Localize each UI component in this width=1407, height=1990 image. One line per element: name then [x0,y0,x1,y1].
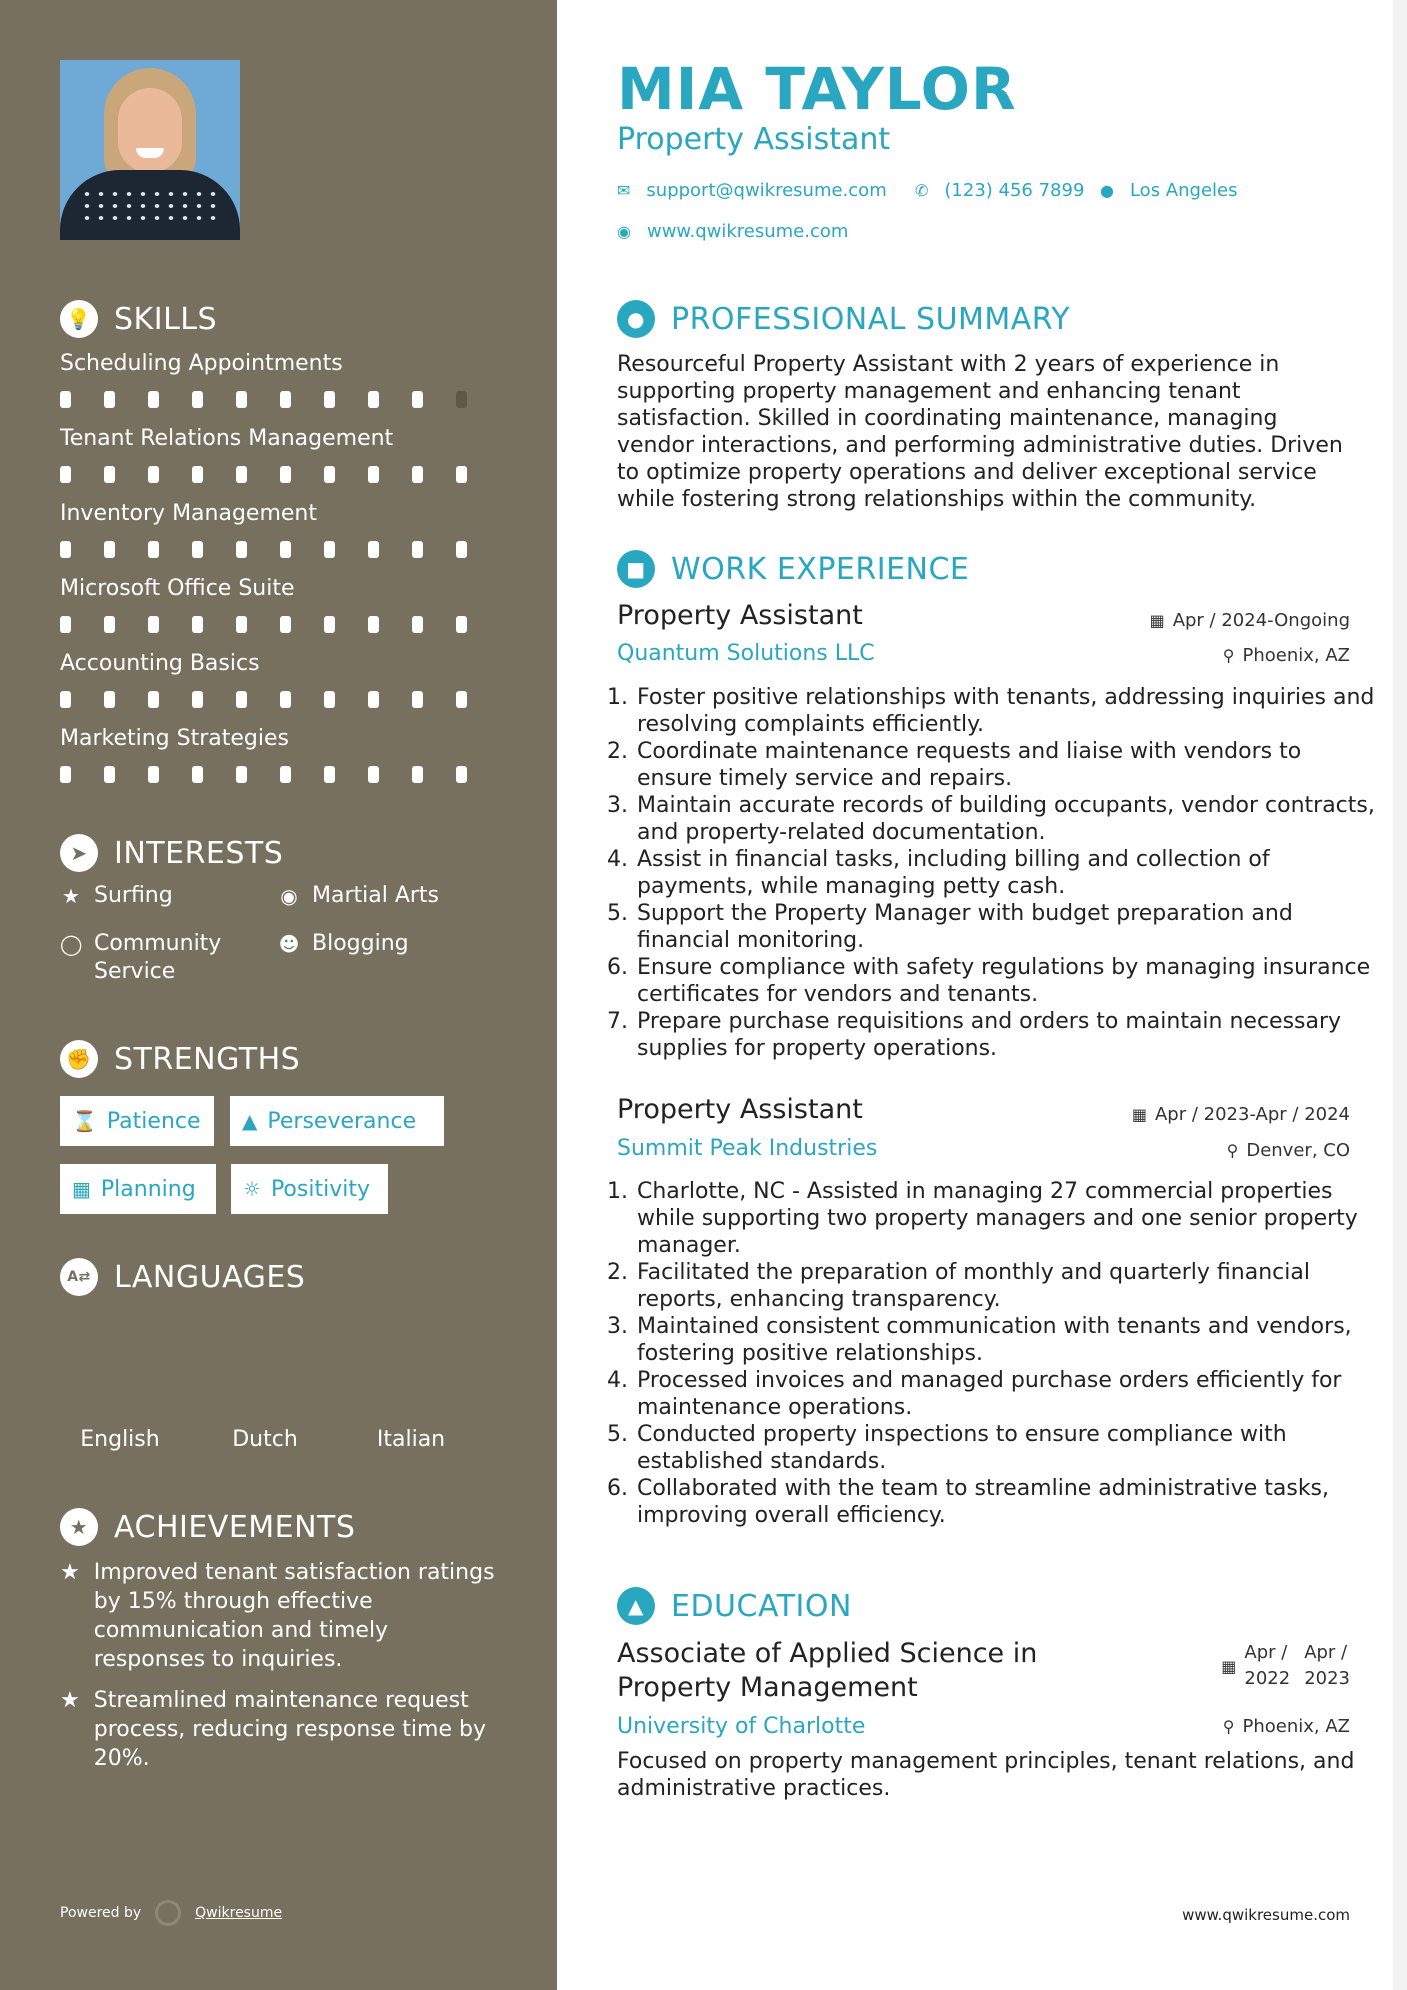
education-heading: ▲ EDUCATION [617,1587,852,1625]
duty-item: 6. Ensure compliance with safety regulations by managing insurance certificates for vendors and tenants. [635,954,1380,1008]
star-burst-icon: ★ [60,1688,80,1713]
skill-rating-dot [236,466,247,483]
award-icon: ★ [60,1508,98,1546]
skill-rating-dot [368,616,379,633]
skill-name: Tenant Relations Management [60,426,394,451]
skill-rating-dot [60,766,71,783]
education-location: ⚲ Phoenix, AZ [1222,1716,1350,1737]
skill-name: Accounting Basics [60,651,260,676]
skill-rating-dot [148,691,159,708]
summary-heading: ● PROFESSIONAL SUMMARY [617,300,1070,338]
skill-rating-dot [192,616,203,633]
strength-badge: ▦ Planning [60,1164,216,1214]
skill-rating-dot [412,616,423,633]
experience-heading: ■ WORK EXPERIENCE [617,550,969,588]
skill-rating-dot [456,541,467,558]
interest-item: ◯ Community Service [60,931,222,984]
hand-icon: ◯ [60,932,83,956]
globe-icon: ◉ [280,884,298,908]
skill-rating-dot [104,766,115,783]
skill-rating-dot [324,391,335,408]
interest-item: ◉ Martial Arts [278,882,439,910]
skill-rating-dot [280,766,291,783]
duty-item: 6. Collaborated with the team to streamline administrative tasks, improving overall efficiency. [635,1475,1380,1529]
candidate-role: Property Assistant [617,122,891,157]
skill-item [60,726,500,783]
achievements-heading: ★ ACHIEVEMENTS [60,1508,355,1546]
degree-title: Associate of Applied Science in Property Management [617,1638,1038,1703]
skill-rating-dot [192,766,203,783]
duty-item: 7. Prepare purchase requisitions and orders to maintain necessary supplies for property operations. [635,1008,1380,1062]
skill-rating-dot [368,466,379,483]
calendar-icon: ▦ [1131,1105,1147,1124]
skill-rating-dot [456,616,467,633]
skill-rating-dot [280,391,291,408]
skill-rating-dot [236,766,247,783]
skill-rating-dot [412,466,423,483]
skill-name: Marketing Strategies [60,726,289,751]
duty-item: 1. Charlotte, NC - Assisted in managing 27 commercial properties while supporting two property managers and one senior property manager. [635,1178,1380,1259]
skill-name: Scheduling Appointments [60,351,343,376]
achievement-item: ★ Improved tenant satisfaction ratings by 15% through effective communication and timely responses to inquiries. [60,1560,495,1672]
language-level-ring [78,1327,162,1411]
skill-rating-dot [280,466,291,483]
skill-rating-dot [148,616,159,633]
interests-heading: ➤ INTERESTS [60,834,283,872]
skill-rating-dot [412,391,423,408]
skills-heading: 💡 SKILLS [60,300,217,338]
job-location: ⚲ Phoenix, AZ [1222,645,1350,666]
skill-rating-dot [324,766,335,783]
skill-rating-dot [104,616,115,633]
map-pin-icon: ● [1100,181,1114,200]
job-title: Property Assistant [617,600,863,631]
calendar-icon: ▦ [1221,1656,1237,1676]
email-contact[interactable]: ✉ support@qwikresume.com [617,180,887,201]
language-item: Dutch [205,1327,325,1452]
skill-rating-dot [456,466,467,483]
duty-item: 4. Processed invoices and managed purchase orders efficiently for maintenance operations. [635,1367,1380,1421]
skill-rating-dot [456,691,467,708]
lightbulb-icon: 💡 [60,300,98,338]
duty-item: 2. Facilitated the preparation of monthly and quarterly financial reports, enhancing transparency. [635,1259,1380,1313]
skill-item [60,501,500,558]
skill-rating-dot [412,541,423,558]
skill-rating-dot [104,466,115,483]
language-icon: A⇄ [60,1258,98,1296]
skill-rating-dot [60,466,71,483]
sun-icon: ☼ [243,1177,261,1201]
interest-item: ★ Surfing [60,882,173,910]
strengths-heading: ✊ STRENGTHS [60,1040,300,1078]
skill-rating [60,691,500,708]
job-dates: ▦ Apr / 2023-Apr / 2024 [1131,1104,1350,1125]
skill-rating-dot [60,541,71,558]
footer-url[interactable]: www.qwikresume.com [1182,1906,1350,1924]
skill-rating-dot [192,541,203,558]
powered-by: Powered by Qwikresume [60,1900,282,1926]
graduation-icon: ▲ [617,1587,655,1625]
star-burst-icon: ★ [60,1560,80,1585]
strength-badge: ☼ Positivity [231,1164,388,1214]
language-level-ring [223,1327,307,1411]
summary-text: Resourceful Property Assistant with 2 years of experience in supporting property management and enhancing tenant satisfaction. Skilled in coordinating maintenance, managing vendor interactions, and performing administrative duties. Driven to optimize property operations and deliver exceptional service while fostering strong relationships within the community. [617,352,1343,512]
skill-rating-dot [324,616,335,633]
profile-photo [60,60,240,240]
job-company: Quantum Solutions LLC [617,641,875,666]
user-icon: ● [617,300,655,338]
languages-heading: A⇄ LANGUAGES [60,1258,305,1296]
skill-item [60,426,500,483]
candidate-name: MIA TAYLOR [617,55,1017,123]
skill-item [60,651,500,708]
duty-item: 2. Coordinate maintenance requests and liaise with vendors to ensure timely service and repairs. [635,738,1380,792]
briefcase-icon: ■ [617,550,655,588]
skill-rating-dot [280,616,291,633]
language-item: Italian [351,1327,471,1452]
globe-icon: ◉ [617,222,631,241]
skill-rating-dot [236,541,247,558]
skill-rating-dot [280,691,291,708]
job-duties-list [612,684,1380,1062]
sidebar [0,0,557,1990]
skill-rating-dot [148,466,159,483]
skill-rating-dot [280,541,291,558]
skill-rating-dot [368,541,379,558]
skill-rating [60,616,500,633]
language-level-ring [369,1327,453,1411]
duty-item: 3. Maintained consistent communication with tenants and vendors, fostering positive relationships. [635,1313,1380,1367]
skill-rating-dot [368,691,379,708]
website-contact[interactable]: ◉ www.qwikresume.com [617,221,849,242]
calendar-icon: ▦ [1149,611,1165,630]
job-location: ⚲ Denver, CO [1226,1140,1350,1161]
fist-icon: ✊ [60,1040,98,1078]
users-icon: ☻ [278,932,300,956]
skill-rating-dot [104,541,115,558]
strength-badge: ▲ Perseverance [230,1096,444,1146]
skill-rating [60,541,500,558]
skill-rating-dot [236,391,247,408]
skill-rating-dot [60,616,71,633]
skill-rating-dot [368,391,379,408]
job-company: Summit Peak Industries [617,1136,878,1161]
skill-rating-dot [368,766,379,783]
skill-rating-dot [192,691,203,708]
skill-rating-dot [148,391,159,408]
duty-item: 5. Support the Property Manager with budget preparation and financial monitoring. [635,900,1380,954]
skill-rating-dot [148,766,159,783]
skill-rating-dot [236,616,247,633]
job-duties-list [612,1178,1380,1529]
skill-rating-dot [236,691,247,708]
skill-rating [60,766,500,783]
skill-rating-dot [104,691,115,708]
education-description: Focused on property management principles, tenant relations, and administrative practices. [617,1749,1355,1801]
pushpin-icon: ⚲ [1222,1717,1235,1736]
qwikresume-logo-icon [155,1900,181,1926]
envelope-icon: ✉ [617,181,631,200]
achievement-item: ★ Streamlined maintenance request process, reducing response time by 20%. [60,1688,486,1771]
duty-item: 5. Conducted property inspections to ensure compliance with established standards. [635,1421,1380,1475]
education-dates: ▦ Apr / 2022 Apr / 2023 [1221,1642,1350,1689]
phone-icon: ✆ [915,181,929,200]
location-contact: ● Los Angeles [1100,180,1238,201]
language-item: English [60,1327,180,1452]
job-title: Property Assistant [617,1094,863,1125]
duty-item: 4. Assist in financial tasks, including billing and collection of payments, while managing petty cash. [635,846,1380,900]
right-edge-strip [1393,0,1407,1990]
skill-rating-dot [456,391,467,408]
calendar-icon: ▦ [72,1177,91,1201]
skill-rating-dot [324,691,335,708]
pushpin-icon: ⚲ [1222,646,1235,665]
qwikresume-link[interactable]: Qwikresume [195,1905,283,1921]
skill-rating-dot [60,691,71,708]
skill-rating-dot [412,691,423,708]
skill-rating-dot [324,466,335,483]
skill-rating-dot [456,766,467,783]
skill-rating-dot [60,391,71,408]
job-dates: ▦ Apr / 2024-Ongoing [1149,610,1350,631]
duty-item: 1. Foster positive relationships with tenants, addressing inquiries and resolving complaints efficiently. [635,684,1380,738]
interest-item: ☻ Blogging [278,931,409,956]
skill-name: Inventory Management [60,501,317,526]
paper-plane-icon: ➤ [60,834,98,872]
skill-rating-dot [148,541,159,558]
road-icon: ▲ [242,1109,258,1133]
skill-rating-dot [324,541,335,558]
skill-rating-dot [412,766,423,783]
skill-rating [60,391,500,408]
skill-rating-dot [104,391,115,408]
duty-item: 3. Maintain accurate records of building occupants, vendor contracts, and property-related documentation. [635,792,1380,846]
school-name: University of Charlotte [617,1714,866,1739]
star-icon: ★ [62,884,80,908]
strength-badge: ⌛ Patience [60,1096,214,1146]
skill-rating [60,466,500,483]
pushpin-icon: ⚲ [1226,1141,1239,1160]
skill-item [60,351,500,408]
skill-rating-dot [192,391,203,408]
skill-name: Microsoft Office Suite [60,576,295,601]
phone-contact[interactable]: ✆ (123) 456 7899 [915,180,1085,201]
skill-rating-dot [192,466,203,483]
hourglass-icon: ⌛ [72,1109,97,1133]
skill-item [60,576,500,633]
